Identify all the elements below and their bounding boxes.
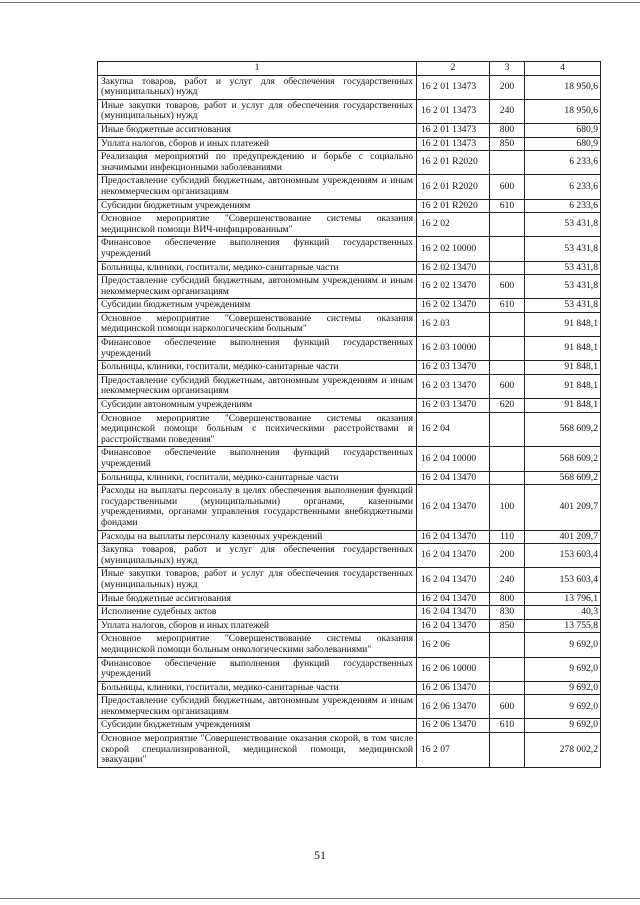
row-code-cell: 16 2 03 13470 bbox=[417, 374, 490, 398]
row-code-cell: 16 2 03 10000 bbox=[417, 337, 490, 361]
row-name-cell: Финансовое обеспечение выполнения функций государственных учреждений bbox=[98, 447, 417, 471]
row-type-cell: 240 bbox=[490, 568, 525, 592]
row-amount-cell: 53 431,8 bbox=[525, 275, 601, 299]
table-row bbox=[98, 619, 601, 633]
row-name-cell: Основное мероприятие "Совершенствование системы оказания медицинской помощи больным с психическими расстройствами и расстройствами поведения" bbox=[98, 412, 417, 447]
row-name-cell: Больницы, клиники, госпитали, медико-санитарные части bbox=[98, 681, 417, 695]
table-row bbox=[98, 733, 601, 768]
table-row bbox=[98, 681, 601, 695]
row-name-cell: Иные закупки товаров, работ и услуг для обеспечения государственных (муниципальных) нужд bbox=[98, 99, 417, 123]
row-amount-cell: 91 848,1 bbox=[525, 361, 601, 375]
row-amount-cell: 9 692,0 bbox=[525, 633, 601, 657]
row-code-cell: 16 2 06 10000 bbox=[417, 657, 490, 681]
row-type-cell bbox=[490, 633, 525, 657]
budget-table bbox=[97, 61, 601, 768]
row-amount-cell: 91 848,1 bbox=[525, 399, 601, 413]
row-code-cell: 16 2 04 13470 bbox=[417, 530, 490, 544]
row-code-cell: 16 2 01 13473 bbox=[417, 123, 490, 137]
row-amount-cell: 91 848,1 bbox=[525, 312, 601, 336]
row-type-cell: 600 bbox=[490, 695, 525, 719]
table-row bbox=[98, 237, 601, 261]
row-amount-cell: 9 692,0 bbox=[525, 657, 601, 681]
row-amount-cell: 53 431,8 bbox=[525, 261, 601, 275]
row-type-cell: 200 bbox=[490, 75, 525, 99]
table-row bbox=[98, 399, 601, 413]
table-row bbox=[98, 213, 601, 237]
row-type-cell: 600 bbox=[490, 374, 525, 398]
row-code-cell: 16 2 04 13470 bbox=[417, 471, 490, 485]
row-amount-cell: 401 209,7 bbox=[525, 485, 601, 530]
row-code-cell: 16 2 02 10000 bbox=[417, 237, 490, 261]
row-type-cell bbox=[490, 471, 525, 485]
row-name-cell: Основное мероприятие "Совершенствование оказания скорой, в том числе скорой специализированной, медицинской помощи, медицинской эвакуации" bbox=[98, 733, 417, 768]
table-row bbox=[98, 657, 601, 681]
row-amount-cell: 9 692,0 bbox=[525, 719, 601, 733]
table-row bbox=[98, 544, 601, 568]
row-name-cell: Субсидии бюджетным учреждениям bbox=[98, 299, 417, 313]
row-type-cell: 610 bbox=[490, 199, 525, 213]
row-amount-cell: 9 692,0 bbox=[525, 681, 601, 695]
row-code-cell: 16 2 02 bbox=[417, 213, 490, 237]
row-name-cell: Финансовое обеспечение выполнения функций государственных учреждений bbox=[98, 237, 417, 261]
row-code-cell: 16 2 04 13470 bbox=[417, 544, 490, 568]
table-row bbox=[98, 261, 601, 275]
row-code-cell: 16 2 02 13470 bbox=[417, 299, 490, 313]
row-name-cell: Иные закупки товаров, работ и услуг для обеспечения государственных (муниципальных) нужд bbox=[98, 568, 417, 592]
table-row bbox=[98, 151, 601, 175]
table-row bbox=[98, 275, 601, 299]
row-amount-cell: 680,9 bbox=[525, 123, 601, 137]
row-code-cell: 16 2 02 13470 bbox=[417, 261, 490, 275]
row-name-cell: Уплата налогов, сборов и иных платежей bbox=[98, 137, 417, 151]
row-name-cell: Больницы, клиники, госпитали, медико-санитарные части bbox=[98, 261, 417, 275]
scan-top-edge bbox=[0, 2, 640, 3]
table-row bbox=[98, 199, 601, 213]
row-name-cell: Предоставление субсидий бюджетным, автономным учреждениям и иным некоммерческим организациям bbox=[98, 275, 417, 299]
row-code-cell: 16 2 03 13470 bbox=[417, 399, 490, 413]
table-row bbox=[98, 412, 601, 447]
page-number: 51 bbox=[314, 848, 326, 862]
table-row bbox=[98, 312, 601, 336]
row-type-cell bbox=[490, 261, 525, 275]
row-name-cell: Основное мероприятие "Совершенствование системы оказания медицинской помощи наркологическим больным" bbox=[98, 312, 417, 336]
row-amount-cell: 6 233,6 bbox=[525, 199, 601, 213]
row-code-cell: 16 2 01 R2020 bbox=[417, 199, 490, 213]
row-amount-cell: 568 609,2 bbox=[525, 471, 601, 485]
row-type-cell bbox=[490, 337, 525, 361]
row-type-cell bbox=[490, 213, 525, 237]
row-name-cell: Основное мероприятие "Совершенствование системы оказания медицинской помощи ВИЧ-инфицированным" bbox=[98, 213, 417, 237]
row-name-cell: Иные бюджетные ассигнования bbox=[98, 592, 417, 606]
row-code-cell: 16 2 02 13470 bbox=[417, 275, 490, 299]
row-code-cell: 16 2 06 13470 bbox=[417, 719, 490, 733]
table-row bbox=[98, 337, 601, 361]
table-row bbox=[98, 361, 601, 375]
table-row bbox=[98, 633, 601, 657]
row-type-cell: 100 bbox=[490, 485, 525, 530]
row-amount-cell: 680,9 bbox=[525, 137, 601, 151]
row-type-cell bbox=[490, 151, 525, 175]
header-col-3: 3 bbox=[490, 62, 525, 76]
row-type-cell: 800 bbox=[490, 123, 525, 137]
row-code-cell: 16 2 06 bbox=[417, 633, 490, 657]
row-name-cell: Субсидии бюджетным учреждениям bbox=[98, 719, 417, 733]
table-row bbox=[98, 485, 601, 530]
table-row bbox=[98, 137, 601, 151]
row-amount-cell: 13 796,1 bbox=[525, 592, 601, 606]
row-amount-cell: 91 848,1 bbox=[525, 337, 601, 361]
row-name-cell: Предоставление субсидий бюджетным, автономным учреждениям и иным некоммерческим организациям bbox=[98, 695, 417, 719]
row-name-cell: Реализация мероприятий по предупреждению и борьбе с социально значимыми инфекционными заболеваниями bbox=[98, 151, 417, 175]
row-code-cell: 16 2 01 R2020 bbox=[417, 151, 490, 175]
row-name-cell: Финансовое обеспечение выполнения функций государственных учреждений bbox=[98, 337, 417, 361]
header-col-1: 1 bbox=[98, 62, 417, 76]
row-type-cell bbox=[490, 312, 525, 336]
row-code-cell: 16 2 03 bbox=[417, 312, 490, 336]
row-name-cell: Основное мероприятие "Совершенствование системы оказания медицинской помощи больным онкологическими заболеваниями" bbox=[98, 633, 417, 657]
table-row bbox=[98, 592, 601, 606]
row-code-cell: 16 2 04 10000 bbox=[417, 447, 490, 471]
scan-bottom-edge bbox=[0, 898, 640, 899]
row-type-cell: 600 bbox=[490, 175, 525, 199]
row-type-cell: 110 bbox=[490, 530, 525, 544]
row-code-cell: 16 2 06 13470 bbox=[417, 695, 490, 719]
row-name-cell: Предоставление субсидий бюджетным, автономным учреждениям и иным некоммерческим организациям bbox=[98, 374, 417, 398]
row-type-cell: 850 bbox=[490, 619, 525, 633]
row-amount-cell: 13 755,8 bbox=[525, 619, 601, 633]
row-code-cell: 16 2 01 13473 bbox=[417, 99, 490, 123]
row-name-cell: Закупка товаров, работ и услуг для обеспечения государственных (муниципальных) нужд bbox=[98, 75, 417, 99]
row-name-cell: Субсидии автономным учреждениям bbox=[98, 399, 417, 413]
row-type-cell: 200 bbox=[490, 544, 525, 568]
row-code-cell: 16 2 01 R2020 bbox=[417, 175, 490, 199]
table-row bbox=[98, 374, 601, 398]
row-amount-cell: 568 609,2 bbox=[525, 412, 601, 447]
table-row bbox=[98, 299, 601, 313]
row-type-cell bbox=[490, 733, 525, 768]
row-code-cell: 16 2 04 bbox=[417, 412, 490, 447]
table-row bbox=[98, 123, 601, 137]
row-code-cell: 16 2 04 13470 bbox=[417, 592, 490, 606]
row-amount-cell: 6 233,6 bbox=[525, 175, 601, 199]
row-code-cell: 16 2 04 13470 bbox=[417, 606, 490, 620]
row-amount-cell: 568 609,2 bbox=[525, 447, 601, 471]
row-code-cell: 16 2 04 13470 bbox=[417, 568, 490, 592]
table-row bbox=[98, 471, 601, 485]
table-header-row bbox=[98, 62, 601, 76]
table-row bbox=[98, 530, 601, 544]
row-amount-cell: 53 431,8 bbox=[525, 299, 601, 313]
row-amount-cell: 278 002,2 bbox=[525, 733, 601, 768]
row-type-cell bbox=[490, 412, 525, 447]
row-amount-cell: 91 848,1 bbox=[525, 374, 601, 398]
row-amount-cell: 18 950,6 bbox=[525, 75, 601, 99]
row-name-cell: Исполнение судебных актов bbox=[98, 606, 417, 620]
table-row bbox=[98, 695, 601, 719]
row-amount-cell: 53 431,8 bbox=[525, 213, 601, 237]
row-amount-cell: 401 209,7 bbox=[525, 530, 601, 544]
table-row bbox=[98, 606, 601, 620]
row-type-cell bbox=[490, 447, 525, 471]
row-type-cell: 850 bbox=[490, 137, 525, 151]
row-type-cell: 600 bbox=[490, 275, 525, 299]
table-row bbox=[98, 447, 601, 471]
row-amount-cell: 40,3 bbox=[525, 606, 601, 620]
row-name-cell: Закупка товаров, работ и услуг для обеспечения государственных (муниципальных) нужд bbox=[98, 544, 417, 568]
header-col-2: 2 bbox=[417, 62, 490, 76]
row-name-cell: Расходы на выплаты персоналу в целях обеспечения выполнения функций государственными (муниципальными) органами, казенными учреждениями, органами управления государственными внебюджетными фондами bbox=[98, 485, 417, 530]
row-name-cell: Уплата налогов, сборов и иных платежей bbox=[98, 619, 417, 633]
row-type-cell: 240 bbox=[490, 99, 525, 123]
row-type-cell bbox=[490, 237, 525, 261]
row-name-cell: Больницы, клиники, госпитали, медико-санитарные части bbox=[98, 361, 417, 375]
row-name-cell: Предоставление субсидий бюджетным, автономным учреждениям и иным некоммерческим организациям bbox=[98, 175, 417, 199]
table-row bbox=[98, 568, 601, 592]
row-type-cell: 800 bbox=[490, 592, 525, 606]
row-code-cell: 16 2 01 13473 bbox=[417, 75, 490, 99]
table-row bbox=[98, 75, 601, 99]
row-code-cell: 16 2 04 13470 bbox=[417, 619, 490, 633]
row-code-cell: 16 2 07 bbox=[417, 733, 490, 768]
row-code-cell: 16 2 03 13470 bbox=[417, 361, 490, 375]
row-type-cell bbox=[490, 681, 525, 695]
row-type-cell: 610 bbox=[490, 299, 525, 313]
row-type-cell bbox=[490, 361, 525, 375]
budget-table-body bbox=[98, 62, 601, 768]
row-amount-cell: 6 233,6 bbox=[525, 151, 601, 175]
row-type-cell: 830 bbox=[490, 606, 525, 620]
row-amount-cell: 153 603,4 bbox=[525, 568, 601, 592]
row-code-cell: 16 2 01 13473 bbox=[417, 137, 490, 151]
row-name-cell: Финансовое обеспечение выполнения функций государственных учреждений bbox=[98, 657, 417, 681]
row-amount-cell: 18 950,6 bbox=[525, 99, 601, 123]
row-amount-cell: 9 692,0 bbox=[525, 695, 601, 719]
table-row bbox=[98, 175, 601, 199]
row-name-cell: Иные бюджетные ассигнования bbox=[98, 123, 417, 137]
row-amount-cell: 53 431,8 bbox=[525, 237, 601, 261]
table-row bbox=[98, 99, 601, 123]
row-type-cell bbox=[490, 657, 525, 681]
row-code-cell: 16 2 04 13470 bbox=[417, 485, 490, 530]
row-name-cell: Субсидии бюджетным учреждениям bbox=[98, 199, 417, 213]
row-amount-cell: 153 603,4 bbox=[525, 544, 601, 568]
header-col-4: 4 bbox=[525, 62, 601, 76]
row-code-cell: 16 2 06 13470 bbox=[417, 681, 490, 695]
row-name-cell: Больницы, клиники, госпитали, медико-санитарные части bbox=[98, 471, 417, 485]
row-name-cell: Расходы на выплаты персоналу казенных учреждений bbox=[98, 530, 417, 544]
table-row bbox=[98, 719, 601, 733]
row-type-cell: 610 bbox=[490, 719, 525, 733]
row-type-cell: 620 bbox=[490, 399, 525, 413]
